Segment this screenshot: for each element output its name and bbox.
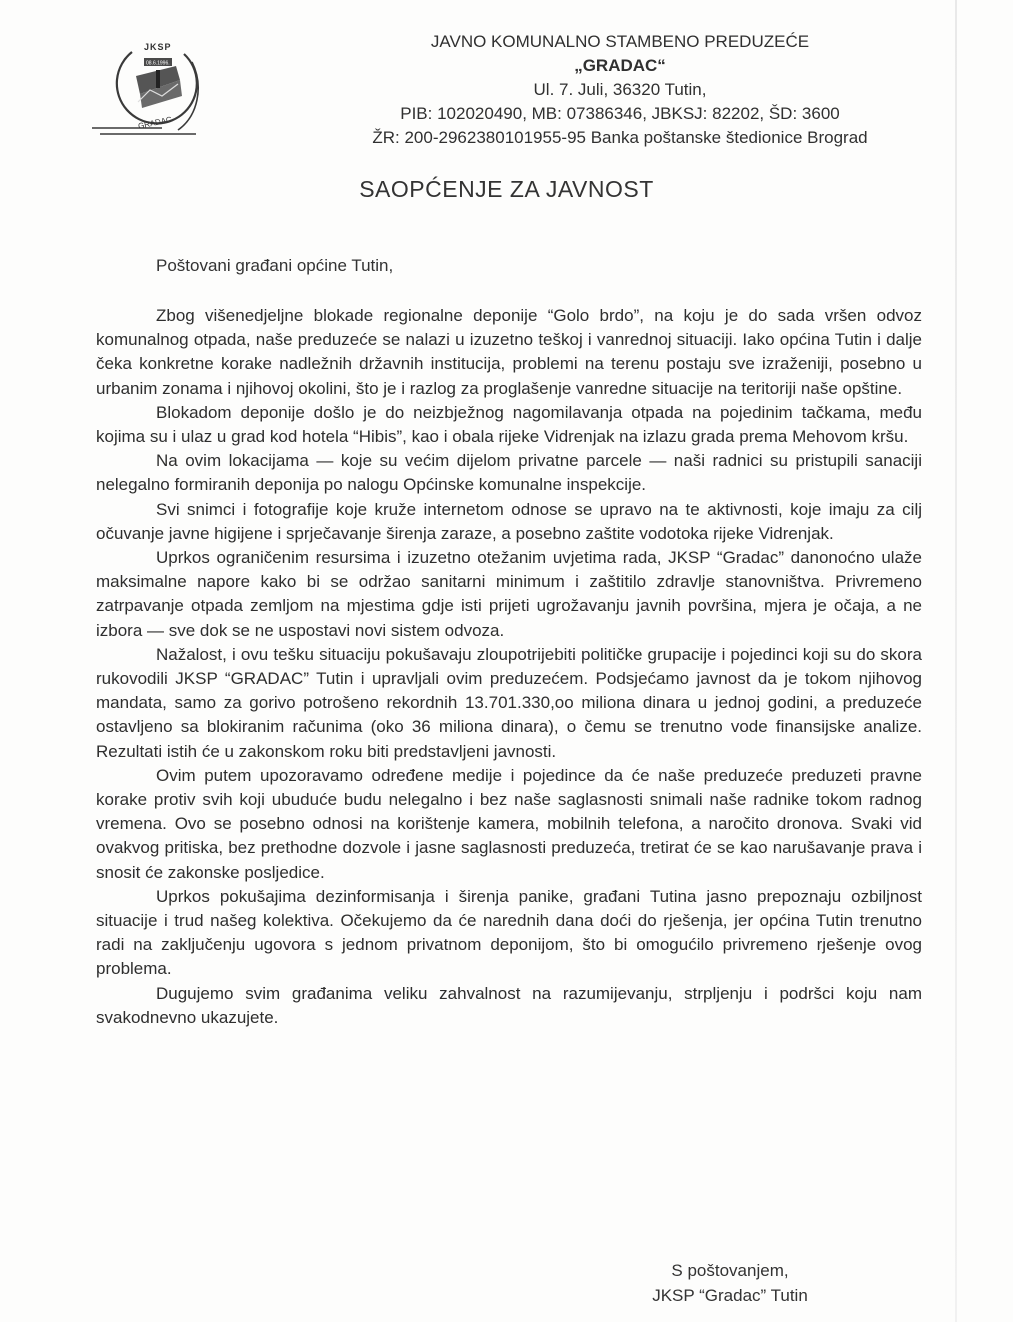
closing-greeting: S poštovanjem, [671,1261,789,1280]
paragraph: Uprkos ograničenim resursima i izuzetno otežanim uvjetima rada, JKSP “Gradac” danonoćno ulaže maksimalne napore kako bi se održao sanitarni minimum i zaštitilo zdravlje stanovništva. Privremeno zatrpavanje otpada zemljom na mjestima gdje isti prijeti ugrožavanju javnih površina, mjera je očaja, a ne izbora — sve dok se ne uspostavi novi sistem odvoza. [96,548,922,640]
letterhead [300,30,940,150]
logo-bottom-text: GRADAC [137,114,173,131]
logo-top-text: JKSP [144,42,172,52]
statement-body [96,304,922,1030]
paragraph: Dugujemo svim građanima veliku zahvalnost na razumijevanju, strpljenju i podršci koju nam svakodnevno ukazujete. [96,983,922,1027]
paragraph: Ovim putem upozoravamo određene medije i pojedince da će naše preduzeće preduzeti pravne korake protiv svih koji ubuduće budu nelegalno i bez naše saglasnosti snimali naše radnike tokom radnog vremena. Ovo se posebno odnosi na korištenje kamera, mobilnih telefona, a naročito dronova. Svaki vid ovakvog pritiska, bez prethodne dozvole i jasne saglasnosti preduzeća, tretirat će se kao narušavanje prava i snosit će zakonske posljedice. [96,765,922,882]
org-bank-account: ŽR: 200-2962380101955-95 Banka poštanske štedionice Brograd [372,128,868,147]
logo-badge-text: 08.6.1996. [146,60,170,67]
org-name: „GRADAC“ [574,56,666,75]
org-ids: PIB: 102020490, MB: 07386346, JBKSJ: 82202, ŠD: 3600 [400,104,840,123]
paragraph: Uprkos pokušajima dezinformisanja i širenja panike, građani Tutina jasno prepoznaju ozbiljnost situacije i trud našeg kolektiva. Očekujemo da će narednih dana doći do rješenja, jer općina Tutin trenutno radi na zaključenju ugovora s jednom privatnom deponijom, što bi omogućilo privremeno rješenje ovog problema. [96,886,922,979]
document-title: SAOPĆENJE ZA JAVNOST [359,176,654,202]
paragraph: Nažalost, i ovu tešku situaciju pokušavaju zloupotrijebiti političke grupacije i pojedinci koji su do skora rukovodili JKSP “GRADAC” Tutin i upravljali ovim preduzećem. Podsjećamo javnost da je tokom njihovog mandata, samo za gorivo potrošeno rekordnih 13.701.330,oo miliona dinara u jednoj godini, a preduzeće ostavljeno sa blokiranim računima (oko 36 miliona dinara), o čemu se trenutno vode finansijske analize. Rezultati istih će u zakonskom roku biti predstavljeni javnosti. [96,644,922,761]
paragraph: Blokadom deponije došlo je do neizbježnog nagomilavanja otpada na pojedinim tačkama, među kojima su i ulaz u grad kod hotela “Hibis”, kao i obala rijeke Vidrenjak na izlazu grada prema Mehovom kršu. [96,402,922,447]
org-address: Ul. 7. Juli, 36320 Tutin, [533,80,707,99]
closing-signatory: JKSP “Gradac” Tutin [652,1286,808,1305]
paragraph: Svi snimci i fotografije koje kruže internetom odnose se upravo na te aktivnosti, koje imaju za cilj očuvanje javne higijene i sprječavanje širenja zaraze, a posebno zaštite vodotoka rijeke Vidrenjak. [96,499,922,543]
salutation: Poštovani građani općine Tutin, [156,256,394,275]
org-type: JAVNO KOMUNALNO STAMBENO PREDUZEĆE [430,32,810,51]
signature-block [620,1258,840,1308]
company-logo [92,36,212,146]
paragraph: Zbog višenedjeljne blokade regionalne deponije “Golo brdo”, na koju je do sada vršen odvoz komunalnog otpada, naše preduzeće se nalazi u izuzetno teškoj i vanrednoj situaciji. Iako općina Tutin i dalje čeka konkretne korake nadležnih državnih institucija, problemi na terenu postaju sve izraženiji, posebno u urbanim zonama i njihovoj okolini, što je i razlog za proglašenje vanredne situacije na teritoriji naše opštine. [96,306,922,398]
paragraph: Na ovim lokacijama — koje su većim dijelom privatne parcele — naši radnici su pristupili sanaciji nelegalno formiranih deponija po nalogu Općinske komunalne inspekcije. [96,451,922,495]
